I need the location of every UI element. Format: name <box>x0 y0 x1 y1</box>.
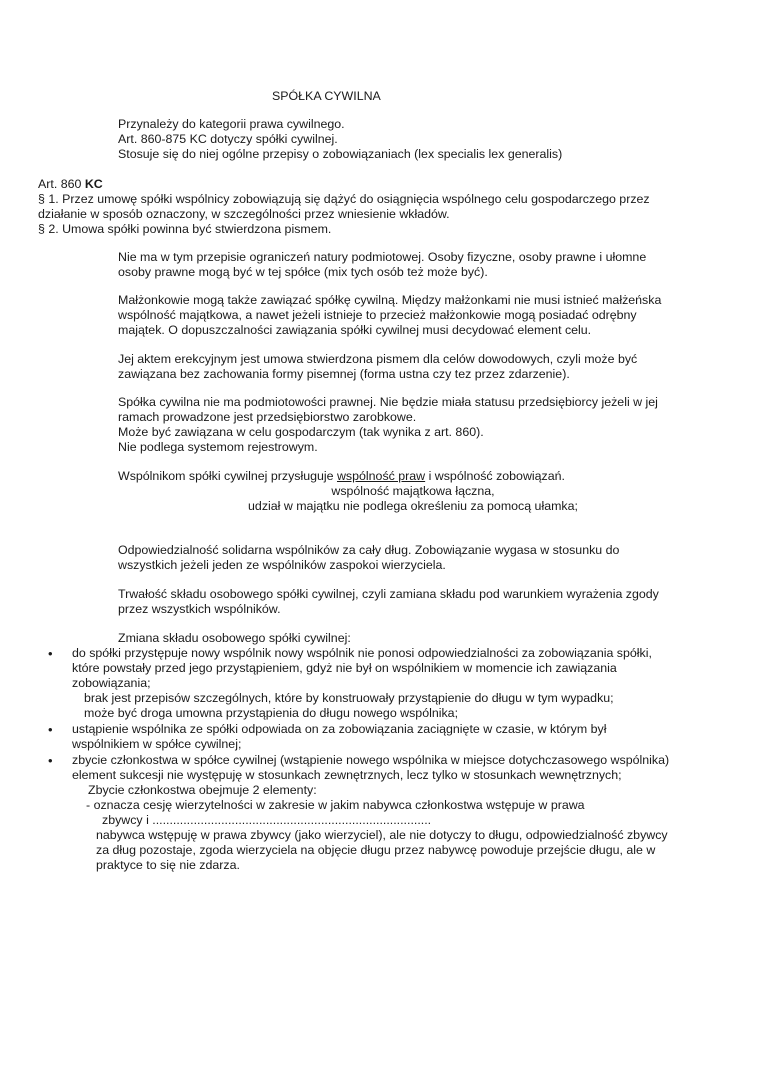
intro-line: Przynależy do kategorii prawa cywilnego. <box>118 117 345 131</box>
list-item-line: ustąpienie wspólnika ze spółki odpowiada on za zobowiązania zaciągnięte w czasie, w którym był <box>72 722 607 736</box>
underlined-term: wspólność praw <box>336 469 426 483</box>
list-item-line: element sukcesji nie występuję w stosunkach zewnętrznych, lecz tylko w stosunkach wewnętrznych; <box>72 768 622 782</box>
intro-line: Stosuje się do niej ogólne przepisy o zobowiązaniach (lex specialis lex generalis) <box>118 147 563 161</box>
intro-line: Art. 860-875 KC dotyczy spółki cywilnej. <box>118 132 338 146</box>
paragraph-line: majątek. O dopuszczalności zawiązania spółki cywilnej musi decydować element celu. <box>118 323 592 337</box>
article-code: KC <box>84 177 103 191</box>
list-item-line: za dług pozostaje, zgoda wierzyciela na objęcie długu przez nabywcę powoduje przejście długu, ale w <box>96 843 656 857</box>
list-item-line: Zbycie członkostwa obejmuje 2 elementy: <box>88 783 317 797</box>
list-item <box>48 753 712 873</box>
list-item-line: nabywca wstępuję w prawa zbywcy (jako wierzyciel), ale nie dotyczy to długu, odpowiedzialność zbywcy <box>96 828 668 842</box>
list-item-line: - oznacza cesję wierzytelności w zakresie w jakim nabywca członkostwa wstępuje w prawa <box>86 798 585 812</box>
intro-block <box>118 117 562 162</box>
paragraph-legal-personality <box>118 395 708 455</box>
list-item <box>48 722 712 752</box>
list-item-line: wspólnikiem w spółce cywilnej; <box>72 737 242 751</box>
paragraph-line: Trwałość składu osobowego spółki cywilnej, czyli zamiana składu pod warunkiem wyrażenia zgody <box>118 587 659 601</box>
article-heading <box>38 177 718 192</box>
paragraph-line <box>118 469 708 484</box>
paragraph-line: Może być zawiązana w celu gospodarczym (tak wynika z art. 860). <box>118 425 484 439</box>
list-item <box>48 646 712 721</box>
paragraph-subjects <box>118 250 708 280</box>
list-item-line: praktyce to się nie zdarza. <box>96 858 240 872</box>
paragraph-composition <box>118 587 708 617</box>
paragraph-founding-act <box>118 352 708 382</box>
bullet-icon: • <box>48 646 53 661</box>
paragraph-line: Małżonkowie mogą także zawiązać spółkę cywilną. Między małżonkami nie musi istnieć małżeńska <box>118 293 662 307</box>
centered-line: udział w majątku nie podlega określeniu za pomocą ułamka; <box>248 499 578 513</box>
list-item-line: może być droga umowna przystąpienia do długu nowego wspólnika; <box>84 706 459 720</box>
text-run: i wspólność zobowiązań. <box>425 469 565 483</box>
paragraph-line: zawiązana bez zachowania formy pisemnej (forma ustna czy tez przez zdarzenie). <box>118 367 570 381</box>
paragraph-line: ramach prowadzone jest przedsiębiorstwo zarobkowe. <box>118 410 417 424</box>
paragraph-line: Spółka cywilna nie ma podmiotowości prawnej. Nie będzie miała statusu przedsiębiorcy jeżeli w jej <box>118 395 658 409</box>
list-item-line: zbycie członkostwa w spółce cywilnej (wstąpienie nowego wspólnika w miejsce dotychczasowego wspólnika) <box>72 753 670 767</box>
paragraph-line: Nie ma w tym przepisie ograniczeń natury podmiotowej. Osoby fizyczne, osoby prawne i ułomne <box>118 250 647 264</box>
article-par2: § 2. Umowa spółki powinna być stwierdzona pismem. <box>38 222 332 236</box>
bullet-icon: • <box>48 722 53 737</box>
list-item-line: zobowiązania; <box>72 676 151 690</box>
paragraph-joint-rights <box>118 469 708 514</box>
list-item-line: które powstały przed jego przystąpieniem, gdyż nie był on wspólnikiem w momencie ich zawiązania <box>72 661 617 675</box>
article-block <box>38 177 718 237</box>
bullet-icon: • <box>48 753 53 768</box>
article-par1: § 1. Przez umowę spółki wspólnicy zobowiązują się dążyć do osiągnięcia wspólnego celu gospodarczego przez <box>38 192 650 206</box>
centered-line: wspólność majątkowa łączna, <box>331 484 495 498</box>
paragraph-line: Jej aktem erekcyjnym jest umowa stwierdzona pismem dla celów dowodowych, czyli może być <box>118 352 638 366</box>
text-run: Wspólnikom spółki cywilnej przysługuje <box>118 469 337 483</box>
paragraph-line: wszystkich jeżeli jeden ze wspólników zaspokoi wierzyciela. <box>118 558 446 572</box>
paragraph-line: Odpowiedzialność solidarna wspólników za cały dług. Zobowiązanie wygasa w stosunku do <box>118 543 620 557</box>
article-label: Art. 860 <box>38 177 82 191</box>
paragraph-line: przez wszystkich wspólników. <box>118 602 281 616</box>
list-item-line: zbywcy i ................................................................................. <box>102 813 432 827</box>
list-item-line: brak jest przepisów szczególnych, które by konstruowały przystąpienie do długu w tym wypadku; <box>84 691 614 705</box>
list-item-line: do spółki przystępuje nowy wspólnik nowy wspólnik nie ponosi odpowiedzialności za zobowiązania spółki, <box>72 646 652 660</box>
paragraph-spouses <box>118 293 708 338</box>
paragraph-liability <box>118 543 708 573</box>
document-title: SPÓŁKA CYWILNA <box>272 89 381 103</box>
article-par1: działanie w sposób oznaczony, w szczególności przez wniesienie wkładów. <box>38 207 450 221</box>
paragraph-line: wspólność majątkowa, a nawet jeżeli istnieje to przecież małżonkowie mogą posiadać odrębny <box>118 308 637 322</box>
paragraph-line: osoby prawne mogą być w tej spółce (mix tych osób też może być). <box>118 265 488 279</box>
section-heading: Zmiana składu osobowego spółki cywilnej: <box>118 631 351 645</box>
paragraph-line: Nie podlega systemom rejestrowym. <box>118 440 318 454</box>
